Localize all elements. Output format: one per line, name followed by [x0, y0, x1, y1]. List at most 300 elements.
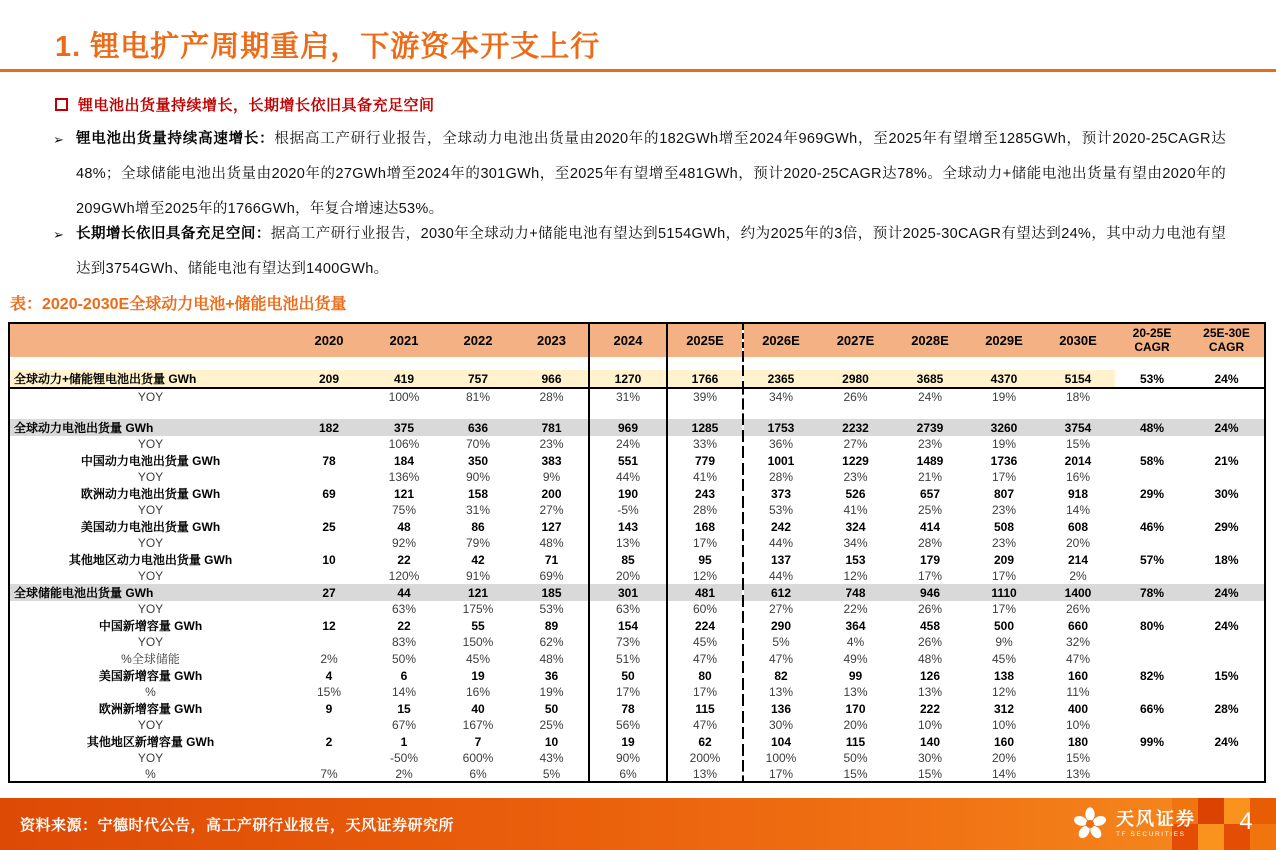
- table-cell: 24%: [1189, 584, 1265, 601]
- table-cell: 15%: [1065, 437, 1091, 451]
- table-cell: 91%: [465, 569, 491, 583]
- table-cell: [1115, 601, 1189, 617]
- table-cell: 71: [515, 551, 589, 568]
- table-row: [9, 667, 1265, 684]
- table-body: [9, 357, 1265, 782]
- table-cell: 1766: [667, 370, 743, 388]
- table-cell: 15: [397, 701, 411, 716]
- table-cell: 19: [471, 668, 485, 683]
- arrow-bullet-icon: ➢: [53, 227, 65, 242]
- table-cell: 13%: [667, 766, 743, 782]
- table-cell: 41%: [843, 503, 868, 517]
- table-cell: [291, 357, 367, 370]
- table-cell: 44%: [589, 469, 667, 485]
- table-header-cell: 2026E: [743, 323, 818, 357]
- table-cell: 190: [589, 485, 667, 502]
- paragraph-lead: 长期增长依旧具备充足空间：: [76, 226, 271, 242]
- table-row: [9, 357, 1265, 370]
- table-cell: 243: [667, 485, 743, 502]
- table-cell: 9%: [995, 635, 1013, 649]
- table-cell: 85: [589, 551, 667, 568]
- table-cell: 11%: [1066, 685, 1090, 699]
- table-cell: 13%: [589, 535, 667, 551]
- table-cell: 90%: [465, 470, 491, 484]
- table-header-cell: 2024: [589, 323, 667, 357]
- table-cell: 2232: [818, 419, 893, 436]
- table-cell: 419: [367, 370, 441, 388]
- table-cell: 106%: [388, 437, 420, 451]
- table-cell: 138: [993, 668, 1015, 683]
- table-cell: [1115, 717, 1189, 733]
- table-cell: [1115, 750, 1189, 766]
- table-cell: 24%: [1189, 370, 1265, 388]
- table-cell: 153: [845, 552, 866, 567]
- table-cell: [291, 750, 367, 766]
- table-cell: [1115, 404, 1189, 419]
- table-cell: 12: [322, 618, 336, 633]
- table-cell: 45%: [991, 651, 1017, 666]
- table-cell: 25: [322, 519, 336, 534]
- paragraph-growth: [53, 122, 1226, 227]
- table-row: [9, 733, 1265, 750]
- table-cell: 12%: [991, 685, 1017, 699]
- table-cell: 1753: [743, 419, 818, 436]
- row-label: YOY: [137, 389, 164, 404]
- table-cell: 551: [589, 452, 667, 469]
- table-cell: 63%: [589, 601, 667, 617]
- table-header-cell: 2022: [441, 323, 515, 357]
- table-cell: 136%: [388, 470, 420, 484]
- table-cell: [1189, 717, 1265, 733]
- table-cell: 79%: [465, 536, 491, 550]
- table-cell: 184: [393, 453, 415, 468]
- table-cell: 2980: [818, 370, 893, 388]
- table-cell: 121: [393, 486, 415, 501]
- table-cell: 29%: [1139, 486, 1165, 501]
- table-cell: [1189, 535, 1265, 551]
- table-cell: 2%: [320, 651, 338, 666]
- table-cell: 224: [667, 617, 743, 634]
- table-cell: [1189, 404, 1265, 419]
- table-cell: 17%: [917, 569, 943, 583]
- table-cell: 16%: [465, 685, 491, 699]
- table-cell: 50: [515, 700, 589, 717]
- table-title: 表：2020-2030E全球动力电池+储能电池出货量: [10, 296, 347, 313]
- table-cell: 92%: [391, 536, 417, 550]
- table-cell: 46%: [1139, 519, 1165, 534]
- table-cell: 100%: [765, 751, 797, 765]
- table-cell: 28%: [667, 502, 743, 518]
- table-cell: [1115, 388, 1189, 404]
- table-cell: 180: [1067, 734, 1089, 749]
- table-cell: 301: [589, 584, 667, 601]
- table-cell: 80: [667, 667, 743, 684]
- table-cell: 526: [845, 486, 866, 501]
- table-cell: 44%: [768, 536, 794, 550]
- table-row: [9, 388, 1265, 404]
- table-cell: [667, 357, 743, 370]
- table-cell: 4: [325, 668, 333, 683]
- table-cell: 43%: [515, 750, 589, 766]
- table-cell: 34%: [768, 389, 794, 404]
- table-row: [9, 700, 1265, 717]
- table-cell: 1285: [667, 419, 743, 436]
- row-label: YOY: [137, 569, 164, 583]
- table-cell: 969: [589, 419, 667, 436]
- table-cell: 375: [367, 419, 441, 436]
- table-cell: [743, 404, 818, 419]
- table-cell: 500: [993, 618, 1015, 633]
- table-cell: 140: [919, 734, 941, 749]
- table-cell: [589, 404, 667, 419]
- table-cell: 1229: [842, 453, 869, 468]
- row-label: YOY: [137, 470, 164, 484]
- table-cell: 80%: [1139, 618, 1165, 633]
- table-cell: [441, 357, 515, 370]
- table-cell: 99%: [1139, 734, 1165, 749]
- table-cell: 17%: [667, 535, 743, 551]
- table-row: [9, 518, 1265, 535]
- table-cell: 22%: [843, 602, 868, 616]
- row-label: YOY: [137, 437, 164, 451]
- source-note: 资料来源：宁德时代公告，高工产研行业报告，天风证券研究所: [20, 816, 455, 834]
- paragraph-lead: 锂电池出货量持续高速增长：: [76, 131, 275, 147]
- table-cell: [515, 357, 589, 370]
- table-cell: 115: [667, 700, 743, 717]
- table-cell: 115: [845, 734, 866, 749]
- table-cell: 612: [743, 584, 818, 601]
- table-cell: 127: [515, 518, 589, 535]
- table-row: [9, 436, 1265, 452]
- row-label: 全球储能电池出货量 GWh: [9, 584, 291, 601]
- table-cell: 5%: [772, 635, 790, 649]
- table-cell: [367, 404, 441, 419]
- table-cell: 45%: [667, 634, 743, 650]
- table-cell: 4%: [846, 635, 865, 649]
- table-row: [9, 684, 1265, 700]
- table-cell: 918: [1067, 486, 1089, 501]
- table-cell: 57%: [1139, 552, 1165, 567]
- table-header-cell: 2021: [367, 323, 441, 357]
- row-label: 其他地区新增容量 GWh: [86, 735, 215, 749]
- table-cell: 160: [1067, 668, 1089, 683]
- table-cell: [291, 535, 367, 551]
- table-cell: [1115, 650, 1189, 667]
- table-cell: [1189, 502, 1265, 518]
- table-cell: 350: [467, 453, 489, 468]
- table-cell: 44%: [768, 569, 794, 583]
- table-cell: [1189, 568, 1265, 584]
- table-cell: 36: [515, 667, 589, 684]
- table-cell: 48%: [917, 651, 943, 666]
- table-cell: 15%: [1065, 751, 1091, 765]
- table-cell: 19%: [991, 389, 1017, 404]
- table-cell: 20%: [991, 751, 1017, 765]
- table-cell: 2014: [1064, 453, 1092, 468]
- table-cell: 19: [589, 733, 667, 750]
- table-cell: [1189, 750, 1265, 766]
- table-cell: 21%: [917, 470, 943, 484]
- table-cell: 290: [770, 618, 792, 633]
- table-cell: 15%: [316, 685, 342, 699]
- table-cell: 31%: [589, 388, 667, 404]
- table-cell: 51%: [589, 650, 667, 667]
- table-row: [9, 551, 1265, 568]
- table-cell: [1115, 535, 1189, 551]
- table-cell: 82: [774, 668, 788, 683]
- table-cell: 16%: [1065, 470, 1091, 484]
- data-table: [8, 322, 1266, 783]
- table-cell: 23%: [917, 437, 943, 451]
- table-cell: 779: [667, 452, 743, 469]
- table-cell: 13%: [1065, 766, 1091, 781]
- table-cell: 78: [322, 453, 336, 468]
- table-cell: 44: [367, 584, 441, 601]
- table-cell: [291, 388, 367, 404]
- table-row: [9, 485, 1265, 502]
- row-label: 欧洲新增容量 GWh: [98, 702, 203, 716]
- table-header-cell: 2020: [291, 323, 367, 357]
- table-cell: 636: [441, 419, 515, 436]
- table-cell: [9, 357, 291, 370]
- table-cell: 21%: [1214, 453, 1239, 468]
- table-cell: 29%: [1214, 519, 1239, 534]
- table-cell: 20%: [843, 718, 868, 732]
- table-cell: 167%: [462, 718, 494, 732]
- table-cell: 7: [474, 734, 482, 749]
- table-cell: [441, 404, 515, 419]
- row-label: 全球动力电池出货量 GWh: [9, 419, 291, 436]
- table-cell: 12%: [667, 568, 743, 584]
- page-number: 4: [1239, 808, 1253, 835]
- table-row: [9, 601, 1265, 617]
- table-cell: 53%: [515, 601, 589, 617]
- table-header-cell: 2029E: [967, 323, 1041, 357]
- title-divider: [0, 69, 1276, 72]
- arrow-bullet-icon: ➢: [53, 132, 65, 147]
- table-cell: 24%: [1214, 734, 1239, 749]
- table-cell: 1489: [916, 453, 944, 468]
- table-cell: 24%: [917, 389, 943, 404]
- table-cell: 657: [919, 486, 941, 501]
- table-cell: 47%: [1065, 651, 1091, 666]
- table-cell: 26%: [843, 389, 868, 404]
- table-cell: 81%: [465, 389, 491, 404]
- table-row: [9, 469, 1265, 485]
- table-cell: 143: [589, 518, 667, 535]
- table-cell: 400: [1067, 701, 1089, 716]
- table-cell: [818, 357, 893, 370]
- table-cell: 17%: [768, 766, 794, 781]
- table-cell: 23%: [515, 436, 589, 452]
- table-cell: 458: [919, 618, 941, 633]
- table-cell: 75%: [391, 503, 417, 517]
- table-cell: [1041, 357, 1115, 370]
- table-cell: 48: [397, 519, 411, 534]
- row-label: %: [145, 766, 156, 781]
- table-cell: 10%: [917, 718, 943, 732]
- table-cell: 41%: [667, 469, 743, 485]
- table-row: [9, 419, 1265, 436]
- table-cell: 26%: [917, 602, 943, 616]
- table-cell: 55: [471, 618, 485, 633]
- table-cell: 1736: [990, 453, 1018, 468]
- table-cell: 3754: [1041, 419, 1115, 436]
- table-cell: 966: [515, 370, 589, 388]
- section-headline: [55, 94, 435, 115]
- table-cell: [893, 357, 967, 370]
- table-cell: 15%: [917, 766, 943, 781]
- table-cell: 23%: [991, 503, 1017, 517]
- table-cell: [1189, 601, 1265, 617]
- tf-flower-icon: [1072, 806, 1108, 842]
- table-cell: 222: [919, 701, 941, 716]
- table-cell: 209: [291, 370, 367, 388]
- table-cell: [743, 357, 818, 370]
- table-header-row: [9, 323, 1265, 357]
- table-cell: 20%: [589, 568, 667, 584]
- table-cell: 62%: [515, 634, 589, 650]
- paragraph-body: 根据高工产研行业报告，全球动力电池出货量由2020年的182GWh增至2024年969GWh，至2025年有望增至1285GWh，预计2020-25CAGR达48%；全球储能电池出货量由2020年的27GWh增至2024年的301GWh，至2025年有望增至481GWh，预计2020-25CAGR达78%。全球动力+储能电池出货量有望由2020年的209GWh增至2025年的1766GWh，年复合增速达53%。: [76, 131, 1226, 217]
- table-cell: 9: [325, 701, 333, 716]
- table-row: [9, 584, 1265, 601]
- table-cell: 158: [467, 486, 489, 501]
- table-row: [9, 502, 1265, 518]
- table-cell: 78: [589, 700, 667, 717]
- table-cell: 10: [515, 733, 589, 750]
- table-cell: [291, 717, 367, 733]
- table-cell: [967, 357, 1041, 370]
- table-cell: 69%: [515, 568, 589, 584]
- table-cell: 58%: [1139, 453, 1165, 468]
- table-cell: [1189, 684, 1265, 700]
- section-headline-text: 锂电池出货量持续增长，长期增长依旧具备充足空间: [78, 97, 435, 114]
- table-cell: 26%: [917, 635, 943, 649]
- table-cell: 22: [397, 552, 411, 567]
- table-cell: 25%: [917, 503, 943, 517]
- table-cell: 2739: [893, 419, 967, 436]
- table-cell: 27: [291, 584, 367, 601]
- row-label: 欧洲动力电池出货量 GWh: [80, 487, 221, 501]
- table-cell: 312: [993, 701, 1015, 716]
- table-cell: 28%: [1214, 701, 1239, 716]
- table-cell: [291, 436, 367, 452]
- table-cell: 508: [993, 519, 1015, 534]
- brand-logo: [1072, 806, 1196, 842]
- paragraph-body: 据高工产研行业报告，2030年全球动力+储能电池有望达到5154GWh，约为2025年的3倍，预计2025-30CAGR有望达到24%，其中动力电池有望达到3754GWh、储能电池有望达到1400GWh。: [76, 226, 1226, 277]
- table-cell: 7%: [320, 766, 338, 781]
- row-label: YOY: [137, 635, 164, 649]
- table-cell: 14%: [1065, 503, 1091, 517]
- page-title: 1. 锂电扩产周期重启，下游资本开支上行: [55, 31, 601, 63]
- table-header-cell: 20-25E CAGR: [1115, 323, 1189, 357]
- table-cell: 757: [441, 370, 515, 388]
- row-label: 美国动力电池出货量 GWh: [80, 520, 221, 534]
- table-cell: 10: [322, 552, 336, 567]
- table-cell: 48%: [1115, 419, 1189, 436]
- table-cell: [1189, 469, 1265, 485]
- table-cell: 1001: [767, 453, 795, 468]
- table-cell: 608: [1067, 519, 1089, 534]
- table-cell: 383: [515, 452, 589, 469]
- table-cell: [1115, 766, 1189, 782]
- table-row: [9, 568, 1265, 584]
- table-row: [9, 650, 1265, 667]
- row-label: %: [145, 685, 156, 699]
- table-cell: 104: [770, 734, 792, 749]
- table-cell: [967, 404, 1041, 419]
- table-cell: 39%: [667, 388, 743, 404]
- table-cell: 14%: [991, 766, 1017, 781]
- table-cell: 373: [770, 486, 792, 501]
- table-cell: 27%: [843, 437, 868, 451]
- table-cell: 179: [919, 552, 941, 567]
- table-cell: 19%: [515, 684, 589, 700]
- table-cell: 50%: [843, 751, 868, 765]
- table-cell: 30%: [917, 751, 943, 765]
- table-cell: 1400: [1041, 584, 1115, 601]
- table-cell: 200: [515, 485, 589, 502]
- table-cell: 99: [848, 668, 863, 683]
- table-cell: 22: [397, 618, 411, 633]
- table-cell: [1115, 436, 1189, 452]
- table-cell: [589, 357, 667, 370]
- table-cell: 27%: [515, 502, 589, 518]
- table-cell: 6%: [589, 766, 667, 782]
- table-header-cell: 2023: [515, 323, 589, 357]
- table-row: [9, 634, 1265, 650]
- row-label: %全球储能: [121, 652, 180, 666]
- table-cell: 19%: [991, 437, 1017, 451]
- row-label: 中国新增容量 GWh: [98, 619, 203, 633]
- table-cell: [1189, 650, 1265, 667]
- table-cell: 17%: [991, 569, 1017, 583]
- table-cell: 34%: [843, 536, 868, 550]
- table-cell: 100%: [388, 389, 420, 404]
- table-cell: 364: [845, 618, 866, 633]
- table-cell: 45%: [465, 651, 491, 666]
- table-cell: 414: [919, 519, 941, 534]
- table-cell: 214: [1067, 552, 1089, 567]
- table-cell: 4370: [967, 370, 1041, 388]
- table-cell: [1189, 357, 1265, 370]
- table-cell: [291, 404, 367, 419]
- row-label: [9, 404, 291, 419]
- table-cell: 33%: [667, 436, 743, 452]
- table-cell: 28%: [515, 388, 589, 404]
- table-cell: 47%: [667, 717, 743, 733]
- table-cell: 154: [589, 617, 667, 634]
- table-cell: 748: [818, 584, 893, 601]
- row-label: 中国动力电池出货量 GWh: [80, 454, 221, 468]
- table-cell: 89: [515, 617, 589, 634]
- table-cell: 73%: [589, 634, 667, 650]
- table-cell: 481: [667, 584, 743, 601]
- table-row: [9, 766, 1265, 782]
- table-cell: 10%: [1065, 718, 1091, 732]
- table-cell: 185: [515, 584, 589, 601]
- table-cell: 1270: [589, 370, 667, 388]
- row-label: YOY: [137, 536, 164, 550]
- table-row: [9, 452, 1265, 469]
- table-cell: 48%: [515, 535, 589, 551]
- table-cell: 17%: [589, 684, 667, 700]
- table-cell: [1115, 568, 1189, 584]
- table-cell: 26%: [1065, 602, 1091, 616]
- table-cell: 70%: [465, 437, 491, 451]
- table-cell: 20%: [1065, 536, 1091, 550]
- table-cell: 95: [667, 551, 743, 568]
